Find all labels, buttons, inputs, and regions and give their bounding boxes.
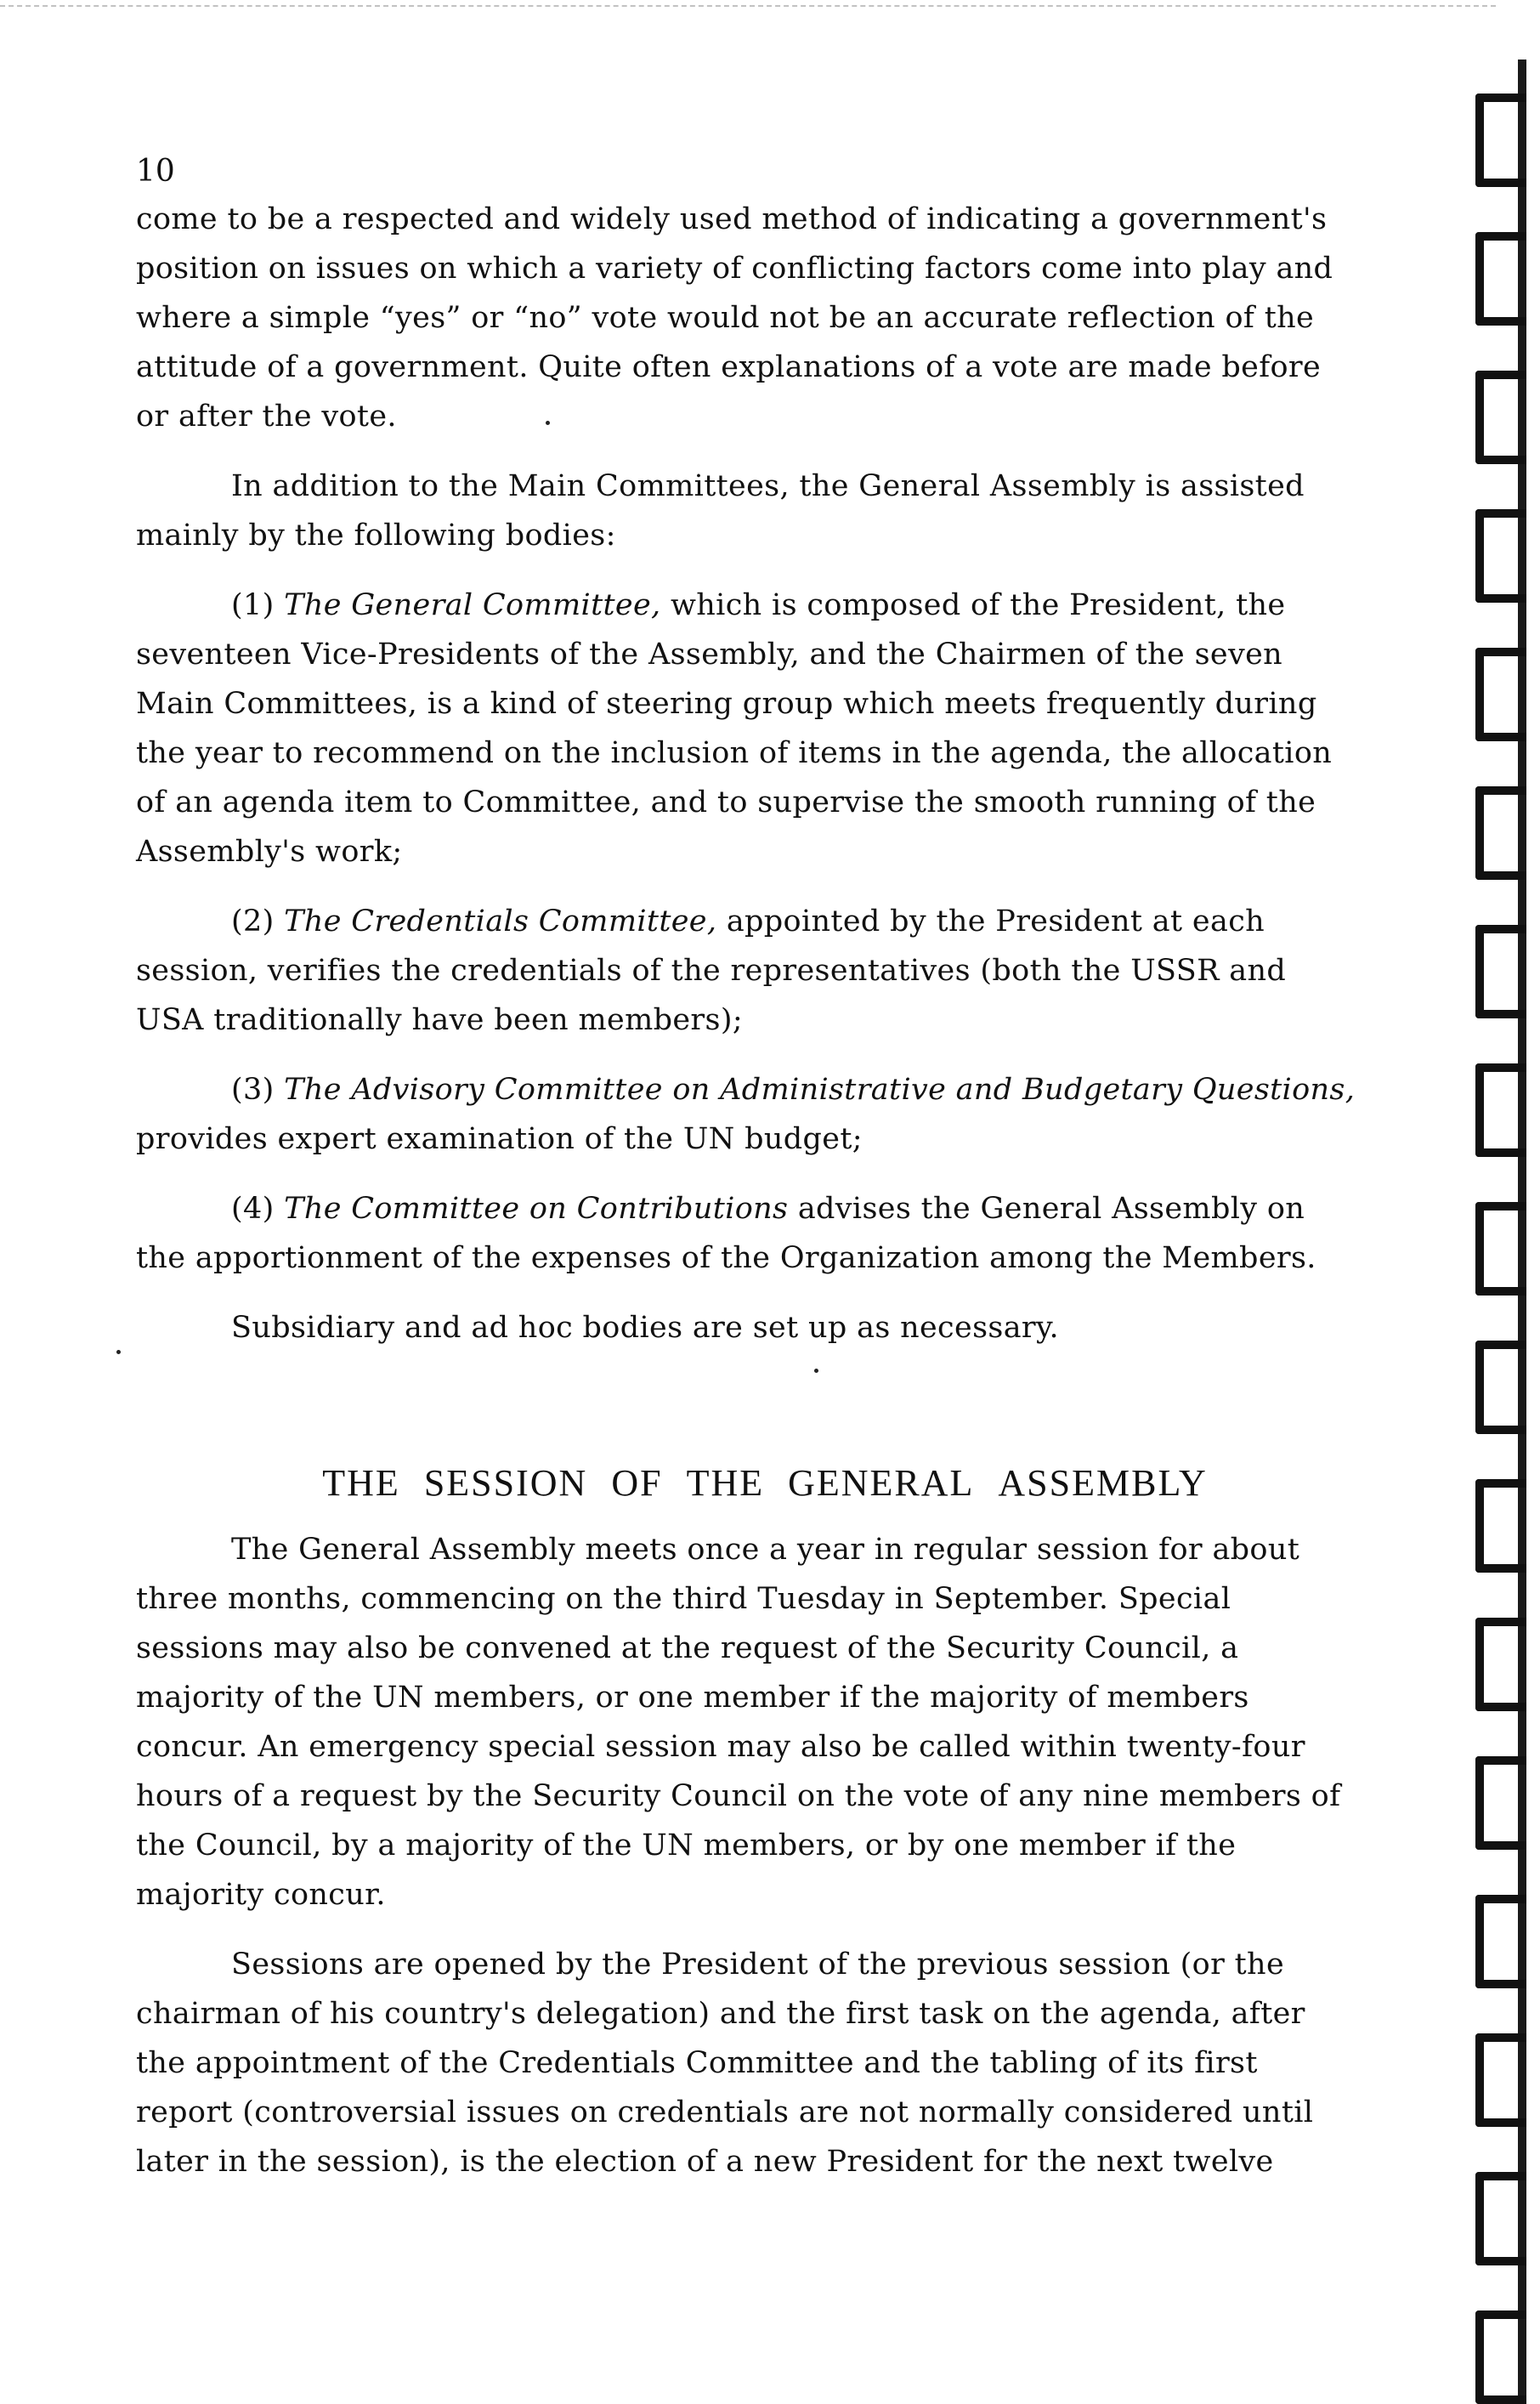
spiral-binding [1455, 0, 1540, 2399]
binding-ring [1475, 232, 1526, 326]
binding-ring [1475, 371, 1526, 464]
scan-speck [814, 1369, 818, 1373]
binding-ring [1475, 1479, 1526, 1573]
paragraph-assisting-bodies: In addition to the Main Committees, the General Assembly is assisted mainly by the following bodies: [136, 469, 1305, 553]
item-text: provides expert examination of the UN budget; [136, 1122, 863, 1157]
item-number: (3) [231, 1073, 275, 1108]
scan-speck [546, 421, 550, 425]
item-title: The Committee on Contributions [284, 1192, 789, 1227]
binding-ring [1475, 648, 1526, 741]
paragraph-subsidiary-bodies: Subsidiary and ad hoc bodies are set up as necessary. [231, 1311, 1059, 1346]
binding-ring [1475, 509, 1526, 603]
page-number: 10 [136, 154, 175, 189]
list-item-contributions-committee [136, 1184, 1360, 1283]
item-number: (1) [231, 588, 275, 623]
item-title: The Credentials Committee, [284, 904, 717, 939]
list-item-credentials-committee [136, 897, 1360, 1045]
paragraph-vote-explanations: come to be a respected and widely used method of indicating a government's position on issues on which a variety of conflicting factors come into play and where a simple “yes” or “no” vote would not be an accurate reflection of the attitude of a government. Quite often explanations of a vote are made before or after the vote. [136, 202, 1333, 434]
item-number: (2) [231, 904, 275, 939]
binding-ring [1475, 2033, 1526, 2127]
paragraph-session-opening: Sessions are opened by the President of the previous session (or the chairman of his country's delegation) and the first task on the agenda, after the appointment of the Credentials Committee and the tabling of its first report (controversial issues on credentials are not normally considered until later in the session), is the election of a new President for the next twelve [136, 1948, 1314, 2180]
heading-word: ASSEMBLY [998, 1462, 1208, 1505]
binding-ring [1475, 1756, 1526, 1850]
paragraph-session-schedule: The General Assembly meets once a year in regular session for about three months, commencing on the third Tuesday in September. Special sessions may also be convened at the request of the Security Council, a majority of the UN members, or one member if the majority of members concur. An emergency special session may also be called within twenty-four hours of a request by the Security Council on the vote of any nine members of the Council, by a majority of the UN members, or by one member if the majority concur. [136, 1533, 1341, 1913]
item-text: which is composed of the President, the seventeen Vice-Presidents of the Assembly, and the Chairmen of the seven Main Committees, is a kind of steering group which meets frequently during the year to recommend on the inclusion of items in the agenda, the allocation of an agenda item to Committee, and to supervise the smooth running of the Assembly's work; [136, 588, 1333, 870]
binding-ring [1475, 1341, 1526, 1434]
scan-speck [116, 1350, 121, 1354]
binding-ring [1475, 786, 1526, 880]
item-number: (4) [231, 1192, 275, 1227]
item-title: The Advisory Committee on Administrative and Budgetary Questions, [284, 1073, 1356, 1108]
item-title: The General Committee, [284, 588, 661, 623]
binding-ring [1475, 925, 1526, 1018]
binding-ring [1475, 1202, 1526, 1296]
heading-word: GENERAL [788, 1462, 975, 1505]
list-item-general-committee [136, 581, 1360, 876]
binding-ring [1475, 2310, 1526, 2404]
heading-word: THE [322, 1462, 400, 1505]
binding-ring [1475, 1063, 1526, 1157]
heading-word: THE [686, 1462, 765, 1505]
section-heading [136, 1461, 1360, 1505]
heading-word: OF [611, 1462, 663, 1505]
binding-ring [1475, 1618, 1526, 1711]
binding-ring [1475, 2172, 1526, 2265]
binding-ring [1475, 1895, 1526, 1988]
document-page [136, 153, 1360, 2186]
item-text: appointed by the President at each session, verifies the credentials of the representatives (both the USSR and USA traditionally have been members); [136, 904, 1287, 1038]
top-edge-rule [0, 5, 1496, 7]
item-text: advises the General Assembly on the apportionment of the expenses of the Organization among the Members. [136, 1192, 1316, 1276]
list-item-advisory-committee [136, 1065, 1360, 1164]
binding-ring [1475, 94, 1526, 187]
heading-word: SESSION [423, 1462, 588, 1505]
